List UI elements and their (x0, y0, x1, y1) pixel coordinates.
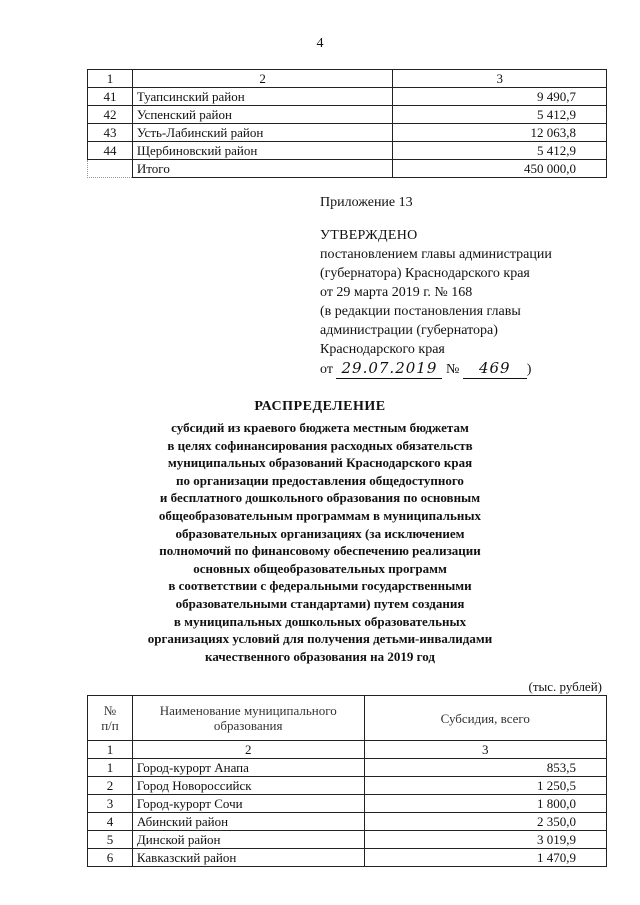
page-number: 4 (316, 36, 324, 51)
approval-line: (губернатора) Краснодарского края (320, 266, 530, 281)
index-cell: 2 (132, 70, 393, 88)
approval-block (320, 193, 552, 379)
handwritten-date: 29.07.2019 (336, 359, 442, 379)
row-name: Успенский район (132, 106, 393, 124)
index-cell: 3 (393, 70, 607, 88)
row-value: 9 490,7 (393, 88, 607, 106)
close-paren: ) (526, 362, 532, 377)
header-value: Субсидия, всего (364, 696, 606, 741)
handwritten-number: 469 (463, 359, 527, 379)
subtitle-line: в соответствии с федеральными государственными (168, 578, 472, 594)
subtitle-line: образовательными стандартами) путем создания (175, 595, 465, 611)
row-number: 1 (88, 759, 133, 777)
table-row (88, 106, 607, 124)
subsidy-table (87, 695, 607, 867)
number-sign: № (445, 362, 460, 377)
row-value: 1 250,5 (364, 777, 606, 795)
approval-line: постановлением главы администрации (320, 247, 552, 262)
row-name: Абинский район (132, 813, 364, 831)
subtitle-line: по организации предоставления общедоступного (176, 472, 464, 488)
subtitle-line: основных общеобразовательных программ (193, 560, 447, 576)
table-header-row (88, 696, 607, 741)
subtitle-line: в целях софинансирования расходных обязательств (167, 437, 473, 453)
row-number: 5 (88, 831, 133, 849)
total-number (88, 160, 133, 178)
approval-line: от 29 марта 2019 г. № 168 (320, 285, 473, 300)
row-name: Щербиновский район (132, 142, 393, 160)
row-value: 5 412,9 (393, 142, 607, 160)
table-row (88, 813, 607, 831)
subtitle-line: и бесплатного дошкольного образования по основным (159, 490, 481, 506)
row-number: 43 (88, 124, 133, 142)
table-total-row (88, 160, 607, 178)
subtitle-line: организациях условий для получения детьми-инвалидами (147, 631, 493, 647)
index-cell: 2 (132, 741, 364, 759)
subtitle-line: общеобразовательным программам в муниципальных (158, 507, 482, 523)
row-name: Усть-Лабинский район (132, 124, 393, 142)
subtitle-line: субсидий из краевого бюджета местным бюджетам (171, 420, 469, 435)
subtitle-line: в муниципальных дошкольных образовательных (173, 613, 467, 629)
row-number: 3 (88, 795, 133, 813)
header-text: № (103, 703, 117, 718)
row-value: 1 470,9 (364, 849, 606, 867)
row-number: 42 (88, 106, 133, 124)
table-row (88, 777, 607, 795)
table-row (88, 124, 607, 142)
index-cell: 1 (88, 741, 133, 759)
table-row (88, 142, 607, 160)
top-table (87, 69, 607, 178)
approval-line: Краснодарского края (320, 342, 445, 357)
annex-label: Приложение 13 (320, 195, 413, 210)
approved-label: УТВЕРЖДЕНО (320, 228, 418, 243)
row-name: Туапсинский район (132, 88, 393, 106)
row-value: 1 800,0 (364, 795, 606, 813)
approval-line: администрации (губернатора) (320, 323, 498, 338)
row-name: Город Новороссийск (132, 777, 364, 795)
row-name: Кавказский район (132, 849, 364, 867)
row-number: 2 (88, 777, 133, 795)
header-text: образования (213, 718, 283, 733)
table-row (88, 88, 607, 106)
header-name (132, 696, 364, 741)
amendment-line (320, 359, 552, 379)
subtitle-line: полномочий по финансовому обеспечению реализации (159, 543, 481, 559)
row-number: 41 (88, 88, 133, 106)
subtitle-line: муниципальных образований Краснодарского края (167, 455, 473, 471)
table-row (88, 849, 607, 867)
document-subtitle (110, 419, 530, 665)
row-number: 44 (88, 142, 133, 160)
index-cell: 1 (88, 70, 133, 88)
subtitle-line: образовательных организациях (за исключением (175, 525, 465, 541)
table-index-row (88, 70, 607, 88)
row-value: 3 019,9 (364, 831, 606, 849)
table-row (88, 831, 607, 849)
header-text: Наименование муниципального (159, 703, 337, 718)
total-value: 450 000,0 (393, 160, 607, 178)
row-name: Динской район (132, 831, 364, 849)
table-row (88, 795, 607, 813)
row-name: Город-курорт Сочи (132, 795, 364, 813)
unit-label: (тыс. рублей) (528, 679, 602, 694)
from-prefix: от (320, 362, 333, 377)
document-title: РАСПРЕДЕЛЕНИЕ (254, 399, 386, 414)
table-index-row (88, 741, 607, 759)
row-number: 6 (88, 849, 133, 867)
row-number: 4 (88, 813, 133, 831)
row-value: 2 350,0 (364, 813, 606, 831)
header-text: п/п (101, 718, 119, 733)
header-number (88, 696, 133, 741)
index-cell: 3 (364, 741, 606, 759)
row-value: 5 412,9 (393, 106, 607, 124)
approval-line: (в редакции постановления главы (320, 304, 521, 319)
table-row (88, 759, 607, 777)
row-name: Город-курорт Анапа (132, 759, 364, 777)
total-label: Итого (132, 160, 393, 178)
row-value: 853,5 (364, 759, 606, 777)
row-value: 12 063,8 (393, 124, 607, 142)
subtitle-line: качественного образования на 2019 год (205, 648, 435, 664)
